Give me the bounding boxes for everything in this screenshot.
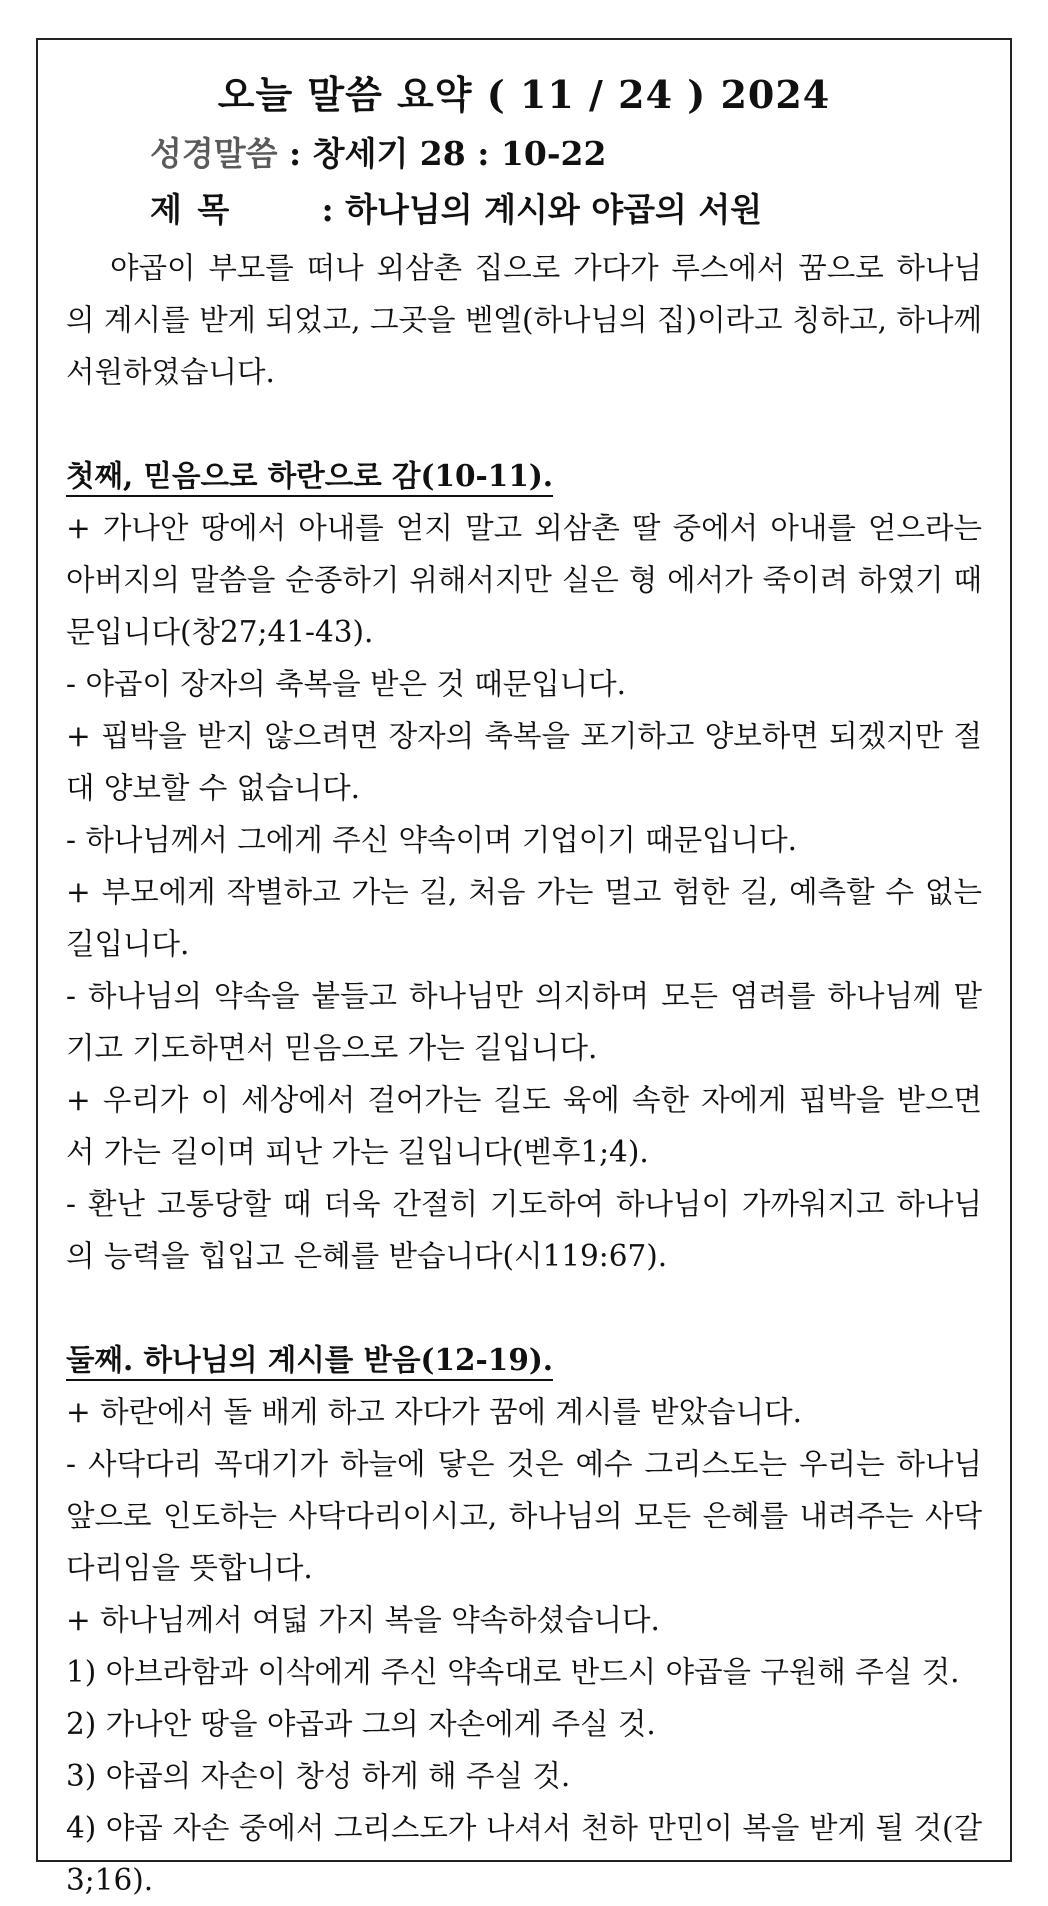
list-item: - 환난 고통당할 때 더욱 간절히 기도하여 하나님이 가까워지고 하나님의 능력을 힙입고 은혜를 받습니다(시119:67). xyxy=(66,1187,982,1273)
list-item: + 하란에서 돌 배게 하고 자다가 꿈에 계시를 받았습니다. xyxy=(66,1395,803,1429)
scripture-value: : 창세기 28 : 10-22 xyxy=(289,134,607,173)
list-item: - 야곱이 장자의 축복을 받은 것 때문입니다. xyxy=(66,667,627,701)
list-item: - 사닥다리 꼭대기가 하늘에 닿은 것은 예수 그리스도는 우리는 하나님 앞으로 인도하는 사닥다리이시고, 하나님의 모든 은혜를 내려주는 사닥다리임을 뜻합니다. xyxy=(66,1447,982,1585)
section-first xyxy=(66,450,982,1282)
scripture-line xyxy=(150,128,606,175)
list-item: 1) 아브라함과 이삭에게 주신 약속대로 반드시 야곱을 구원해 주실 것. xyxy=(66,1655,960,1689)
topic-value: : 하나님의 계시와 야곱의 서원 xyxy=(321,190,763,229)
section-heading-text: 둘째. 하나님의 계시를 받음(12-19). xyxy=(66,1342,553,1381)
section-heading xyxy=(66,450,982,502)
section-second xyxy=(66,1334,982,1906)
document-title: 오늘 말씀 요약 ( 11 / 24 ) 2024 xyxy=(217,72,831,117)
list-item: 3) 야곱의 자손이 창성 하게 해 주실 것. xyxy=(66,1759,571,1793)
topic-line xyxy=(150,184,762,231)
section-heading-text: 첫째, 믿음으로 하란으로 감(10-11). xyxy=(66,458,553,497)
list-item: + 가나안 땅에서 아내를 얻지 말고 외삼촌 딸 중에서 아내를 얻으라는 아버지의 말씀을 순종하기 위해서지만 실은 형 에서가 죽이려 하였기 때문입니다(창27;41-43). xyxy=(66,511,982,649)
list-item: - 하나님의 약속을 붙들고 하나님만 의지하며 모든 염려를 하나님께 맡기고 기도하면서 믿음으로 가는 길입니다. xyxy=(66,979,982,1065)
section-spacer xyxy=(66,398,982,450)
section-spacer xyxy=(66,1282,982,1334)
list-item: + 우리가 이 세상에서 걸어가는 길도 육에 속한 자에게 핍박을 받으면서 가는 길이며 피난 가는 길입니다(벧후1;4). xyxy=(66,1083,982,1169)
intro-paragraph: 야곱이 부모를 떠나 외삼촌 집으로 가다가 루스에서 꿈으로 하나님의 계시를 받게 되었고, 그곳을 벧엘(하나님의 집)이라고 칭하고, 하나께 서원하였습니다. xyxy=(66,251,982,389)
section-heading xyxy=(66,1334,982,1386)
list-item: + 핍박을 받지 않으려면 장자의 축복을 포기하고 양보하면 되겠지만 절대 양보할 수 없습니다. xyxy=(66,719,982,805)
list-item: + 부모에게 작별하고 가는 길, 처음 가는 멀고 험한 길, 예측할 수 없는 길입니다. xyxy=(66,875,982,961)
list-item: + 하나님께서 여덟 가지 복을 약속하셨습니다. xyxy=(66,1603,660,1637)
scripture-label: 성경말씀 xyxy=(150,134,278,173)
list-item: 4) 야곱 자손 중에서 그리스도가 나셔서 천하 만민이 복을 받게 될 것(갈3;16). xyxy=(66,1811,982,1897)
topic-label: 제 목 xyxy=(150,190,232,229)
list-item: - 하나님께서 그에게 주신 약속이며 기업이기 때문입니다. xyxy=(66,823,798,857)
sermon-summary-body xyxy=(66,242,982,1906)
list-item: 2) 가나안 땅을 야곱과 그의 자손에게 주실 것. xyxy=(66,1707,656,1741)
